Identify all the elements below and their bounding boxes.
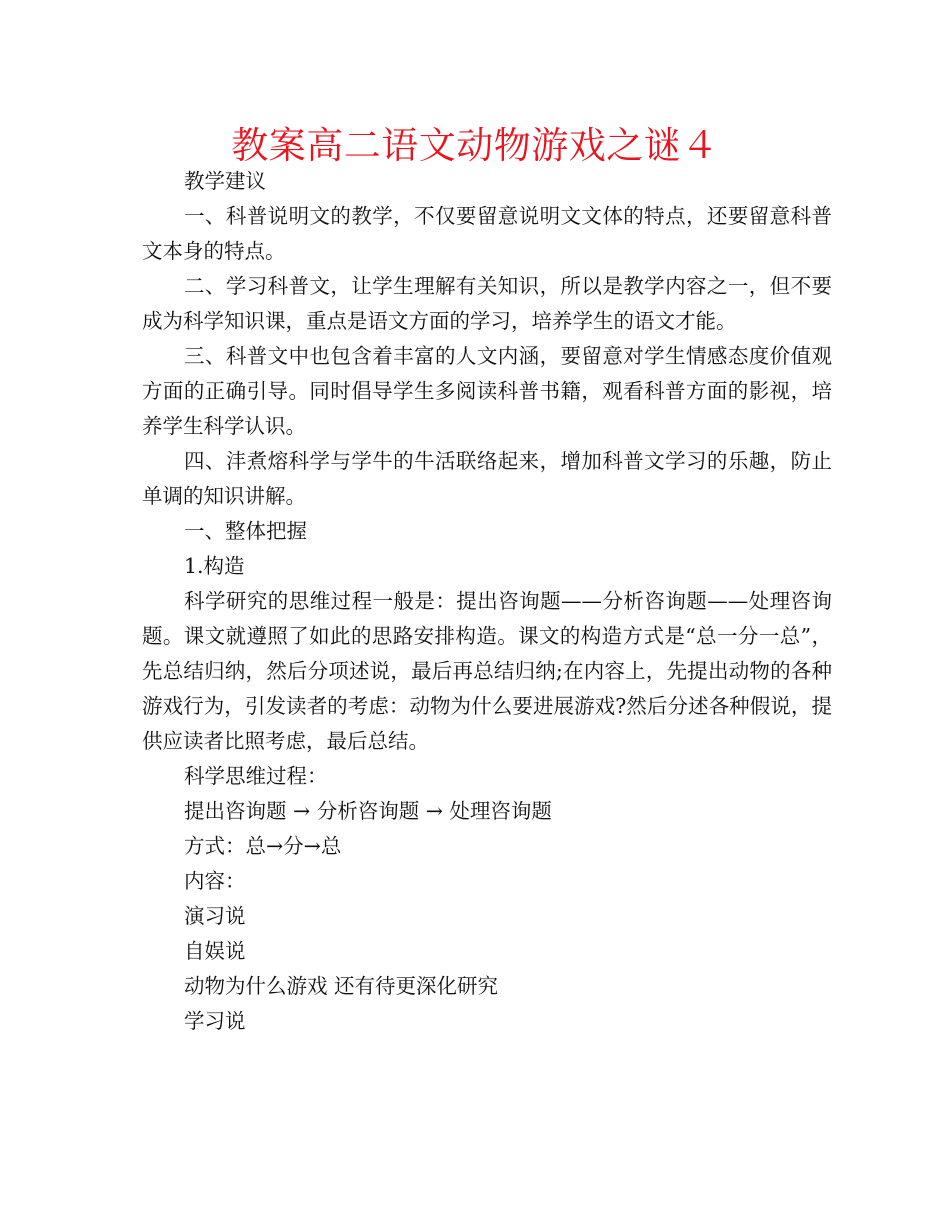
paragraph-suggestion-2: 二、学习科普文，让学生理解有关知识，所以是教学内容之一，但不要成为科学知识课，重点是语文方面的学习，培养学生的语文才能。 — [142, 274, 832, 333]
line-why-animals-play: 动物为什么游戏 还有待更深化研究 — [184, 974, 499, 998]
paragraph-structure: 科学研究的思维过程一般是：提出咨询题——分析咨询题——处理咨询题。课文就遵照了如此的思路安排构造。课文的构造方式是“总一分一总”，先总结归纳，然后分项述说，最后再总结归纳;在内容上，先提出动物的各种游戏行为，引发读者的考虑：动物为什么要进展游戏?然后分述各种假说，提供应读者比照考虑，最后总结。 — [142, 589, 832, 753]
line-practice-theory: 演习说 — [184, 904, 246, 928]
document-body — [142, 164, 832, 1039]
line-mode: 方式：总→分→总 — [184, 834, 342, 858]
paragraph-teaching-suggestions: 教学建议 — [184, 169, 266, 193]
line-content: 内容： — [184, 869, 246, 893]
paragraph-suggestion-3: 三、科普文中也包含着丰富的人文内涵，要留意对学生情感态度价值观方面的正确引导。同时倡导学生多阅读科普书籍，观看科普方面的影视，培养学生科学认识。 — [142, 344, 832, 438]
paragraph-suggestion-4: 四、沣煮熔科学与学牛的牛活联络起来，增加科普文学习的乐趣，防止单调的知识讲解。 — [142, 449, 832, 508]
line-learning-theory: 学习说 — [184, 1009, 246, 1033]
line-self-amusement-theory: 自娱说 — [184, 939, 246, 963]
line-thinking-process: 科学思维过程： — [184, 764, 328, 788]
paragraph-suggestion-1: 一、科普说明文的教学，不仅要留意说明文文体的特点，还要留意科普文本身的特点。 — [142, 204, 832, 263]
subheading-structure: 1.构造 — [184, 554, 245, 578]
line-process-flow: 提出咨询题 → 分析咨询题 → 处理咨询题 — [184, 799, 552, 823]
section-heading-overall: 一、整体把握 — [184, 519, 307, 543]
document-title: 教案高二语文动物游戏之谜４ — [231, 124, 719, 167]
